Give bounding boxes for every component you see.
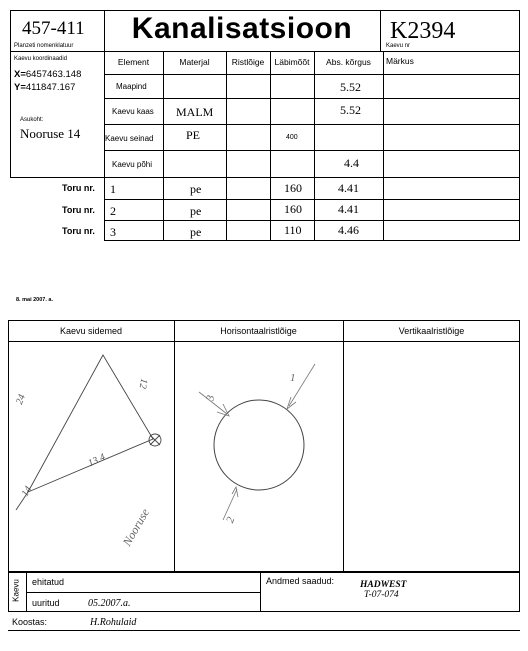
location-value: Nooruse 14	[20, 126, 81, 141]
row-element-kaevu-kaas: Kaevu kaas	[112, 107, 154, 116]
pipe-material-1: pe	[190, 182, 202, 196]
footer-side-label: Kaevu	[11, 579, 21, 602]
tie-label-12: 12	[136, 377, 150, 390]
col-header-note: Märkus	[386, 56, 414, 66]
col-header-material: Materjal	[179, 57, 210, 67]
col-header-diameter: Läbimõõt	[274, 57, 310, 67]
row-element-kaevu-pohi: Kaevu põhi	[112, 160, 153, 169]
tie-label-14: 14	[19, 484, 35, 499]
row-material-kaevu-kaas: MALM	[176, 105, 214, 119]
measured-label: uuritud	[32, 598, 60, 608]
data-source-company: HADWEST	[360, 580, 407, 590]
row-abs-maapind: 5.52	[340, 80, 361, 94]
pipe-number-2: 2	[110, 204, 116, 218]
col-header-abs-height: Abs. kõrgus	[326, 57, 371, 67]
measured-value: 05.2007.a.	[88, 598, 131, 609]
street-label: Nooruse	[119, 506, 153, 549]
pipe-material-2: pe	[190, 204, 202, 218]
date-note: 8. mai 2007. a.	[16, 297, 53, 303]
nomenclature-number: 457-411	[22, 18, 85, 39]
location-label: Asukoht:	[20, 117, 44, 123]
pipe-diameter-3: 110	[284, 223, 302, 237]
coord-y: Y=411847.167	[14, 82, 76, 93]
compiled-value: H.Rohulaid	[90, 617, 137, 628]
tie-label-24: 24	[14, 392, 28, 407]
pipe-diameter-2: 160	[284, 202, 302, 216]
pipe-number-3: 3	[110, 225, 116, 239]
coord-x: X=6457463.148	[14, 69, 82, 80]
row-diameter-kaevu-seinad: 400	[286, 134, 298, 141]
row-abs-kaevu-kaas: 5.52	[340, 103, 361, 117]
pipe-arrow-label-2: 2	[224, 515, 238, 525]
row-material-kaevu-seinad: PE	[186, 128, 201, 142]
pipe-arrow-label-1: 1	[290, 372, 296, 384]
panel-title-ties: Kaevu sidemed	[59, 326, 123, 336]
pipe-label-3: Toru nr.	[62, 226, 95, 236]
well-number-label: Kaevu nr	[386, 43, 411, 49]
pipe-label-2: Toru nr.	[62, 205, 95, 215]
pipe-number-1: 1	[110, 182, 116, 196]
tie-label-13-4: 13.4	[86, 451, 108, 470]
built-label: ehitatud	[32, 577, 65, 587]
page-title: Kanalisatsioon	[131, 12, 353, 45]
row-abs-kaevu-pohi: 4.4	[344, 156, 359, 170]
row-element-kaevu-seinad: Kaevu seinad	[105, 134, 154, 143]
horizontal-section-sketch	[175, 342, 343, 572]
pipe-material-3: pe	[190, 225, 202, 239]
col-header-element: Element	[117, 57, 150, 67]
data-source-code: T-07-074	[364, 590, 399, 600]
panel-title-horizontal: Horisontaalristlõige	[220, 326, 297, 336]
row-element-maapind: Maapind	[116, 82, 147, 91]
pipe-label-1: Toru nr.	[62, 183, 95, 193]
panel-title-vertical: Vertikaalristlõige	[398, 326, 465, 336]
well-number: K2394	[390, 18, 456, 44]
compiled-label: Koostas:	[12, 617, 48, 627]
pipe-abs-3: 4.46	[338, 223, 359, 237]
pipe-abs-1: 4.41	[338, 181, 359, 195]
pipe-diameter-1: 160	[284, 181, 302, 195]
col-header-cross-section: Ristlõige	[231, 57, 265, 67]
element-table	[104, 51, 520, 241]
pipe-abs-2: 4.41	[338, 202, 359, 216]
coordinates-label: Kaevu koordinaadid	[14, 56, 68, 62]
nomenclature-label: Planzeti nomenklatuur	[14, 43, 74, 49]
pipe-arrow-label-3: 3	[204, 394, 218, 402]
data-source-label: Andmed saadud:	[266, 576, 335, 586]
